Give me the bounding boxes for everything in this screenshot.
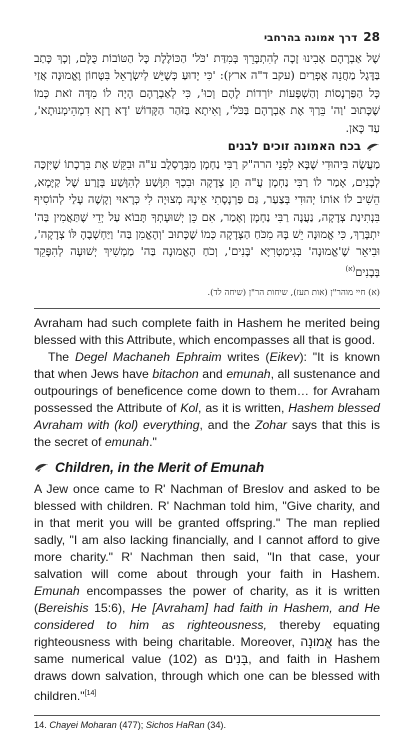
italic-run: Hashem blessed Avraham with (kol) everything (34, 401, 380, 433)
text-run: writes ( (221, 350, 270, 365)
italic-run: Bereishis (38, 601, 89, 616)
english-subheading-text: Children, in the Merit of Emunah (55, 460, 265, 476)
text-run: says that this is the secret of (34, 418, 380, 450)
italic-run: Degel Machaneh Ephraim (75, 350, 222, 365)
italic-run: emunah (104, 435, 150, 450)
hebrew-paragraph-2 (34, 156, 380, 281)
leaf-ornament-icon (34, 462, 49, 473)
english-text (34, 315, 380, 705)
english-paragraph-2 (34, 349, 380, 451)
text-run: , all sustenance and outpourings of beneficence come down to them… for Avraham possessed the Attribute of (34, 367, 381, 416)
section-divider (34, 308, 380, 309)
footnote-number: 14. (34, 719, 50, 730)
text-run: 15:6), (88, 601, 132, 616)
footnote (34, 720, 380, 730)
hebrew-word: אֱמוּנָה (300, 635, 333, 650)
italic-run: Zohar (254, 418, 287, 433)
text-run: has the same numerical value (102) as (34, 635, 380, 667)
english-paragraph-3 (34, 481, 380, 705)
text-run: (34). (204, 719, 227, 730)
italic-run: Eikev (269, 350, 300, 365)
running-head-title: דרך אמונה בהרחבי (263, 32, 358, 44)
footnote-ref: [14] (84, 690, 97, 698)
italic-run: Sichos HaRan (145, 719, 205, 730)
text-run: The (48, 350, 75, 365)
hebrew-word: בָּנִים (224, 652, 249, 667)
hebrew-subheading-text: בכח האמונה זוכים לבנים (227, 139, 361, 154)
hebrew-paragraph-2-text: מַעֲשֶׂה בִּיהוּדִי שֶׁבָּא לִפְנֵי הרה"ק רַבִּי נַחְמָן מִבְּרֶסְלֶב ע"ה וּבִקֵּשׁ אֶת בִּרְכָתוֹ שֶׁיִּזְכֶּה לְבָנִים, אָמַר לוֹ רַבִּי נַחְמָן עֲ"ה תֵּן צְדָקָה וּבִכְךָ תִּוָּשַׁע לְהִוָּשַׁע בְּזֶרַע שֶׁל קַיָּמָא, הֵשִׁיב לוֹ אוֹתוֹ יְהוּדִי בְּצַעַר, גַּם פַּרְנָסָתִי אֵינָהּ מְצוּיָה לִי כְּרָאוּי וְקָשֶׁה עָלַי לְהוֹסִיף בִּנְתִינַת צְדָקָה, נַעֲנָה רַבִּי נַחְמָן וְאָמַר, אִם כֵּן יְשׁוּעָתְךָ תָּבוֹא עַל יְדֵי שֶׁתַּאֲמִין בַּה' יִתְבָּרַךְ, כִּי אֱמוּנָה יֵשׁ בָּהּ מִכֹּחַ הַצְּדָקָה כְּמוֹ שֶׁכָּתוּב 'וְהֶאֱמִן בַּה' וַיַּחְשְׁבֶהָ לּוֹ צְדָקָה', וּבִיאֵר שֶׁ'אֱמוּנָה' בְּגִימַטְרִיָּא 'בָּנִים', וְכֹחַ הָאֱמוּנָה בַּה' מַמְשִׁיךְ יְשׁוּעָה לְהִפָּקֵד בְּבָנִים (34, 157, 380, 279)
text-run: ." (149, 435, 157, 450)
english-paragraph-1: Avraham had such complete faith in Hashem he merited being blessed with this Attribute, which encompasses all that is good. (34, 316, 380, 348)
leaf-ornament-icon (366, 142, 380, 152)
italic-run: He [Avraham] had faith in Hashem, and He considered to him as righteousness, (34, 601, 380, 633)
running-head (34, 30, 380, 44)
english-subheading (34, 459, 380, 476)
text-run: , and the (199, 418, 255, 433)
italic-run: Chayei Moharan (49, 719, 117, 730)
page (34, 30, 380, 730)
hebrew-note: (א) חיי מוהר"ן (אות תעז), שיחות הר"ן (שיחה לד). (207, 288, 380, 299)
italic-run: Kol (180, 401, 199, 416)
italic-run: emunah (226, 367, 271, 382)
hebrew-subheading (34, 138, 380, 155)
text-run: , as it is written, (198, 401, 289, 416)
text-run: thereby equating righteousness with being charitable. Moreover, (34, 618, 380, 650)
text-run: A Jew once came to R' Nachman of Breslov and asked to be blessed with children. R' Nachman told him, "Give charity, and in that merit you will be granted offspring." The man replied sadly, "I am also lacking financially, and I cannot afford to give more charity." R' Nachman then said, "In that case, your salvation will come about through your faith in Hashem. (34, 482, 380, 582)
text-run: (477); (116, 719, 146, 730)
italic-run: bitachon (152, 367, 199, 382)
hebrew-text (34, 50, 380, 302)
text-run: and (198, 367, 227, 382)
text-run: , and faith in Hashem draws down salvation, through which one can be blessed with children." (34, 652, 380, 704)
italic-run: Emunah (34, 584, 80, 599)
hebrew-paragraph-1: שֶׁל אַבְרָהָם אָבִינוּ זָכָה לְהִתְבָּרֵךְ בְּמִדַּת 'כֹּל' הַכּוֹלֶלֶת כָּל הַטּוֹבוֹת כֻּלָּם, וְכָךְ כָּתַב בַּדֶּגֶל מַחֲנֵה אֶפְרַיִם (עקב ד"ה ארץ): 'כִּי יָדוּעַ כְּשֶׁיֵּשׁ לְיִשְׂרָאֵל בִּטָּחוֹן וֶאֱמוּנָה אֲזַי כָּל הַפַּרְנָסוֹת וְהַשְׁפָּעוֹת יוֹרְדוֹת לָהֶם וְכוּ', כִּי לְאַבְרָהָם הָיָה לוֹ מִדָּה זֹאת כְּמוֹ שֶׁכָּתוּב 'וַה' בֵּרַךְ אֶת אַבְרָהָם בַּכֹּל', וְאִיתָא בַּזֹּהַר הַקָּדוֹשׁ 'דָא רָזָא דִמְהֵימְנוּתָא', עַד כָּאן. (34, 51, 380, 135)
text-run: ): "It is known that when Jews have (34, 350, 381, 382)
page-number: 28 (363, 30, 380, 44)
hebrew-note-ref: (א) (345, 264, 356, 273)
text-run: encompasses the power of charity, as it is written ( (34, 584, 380, 616)
footnote-divider (34, 715, 380, 716)
